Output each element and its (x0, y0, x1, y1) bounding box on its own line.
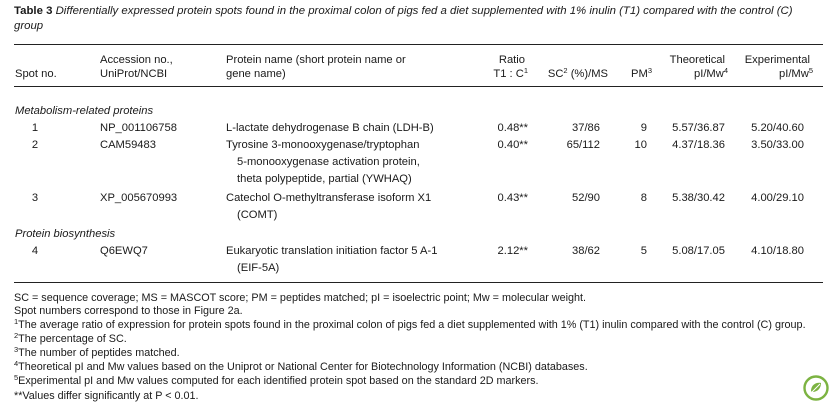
publisher-logo-icon (803, 375, 829, 401)
header-ratio-line1: Ratio (498, 54, 525, 66)
header-sc-ms: $SC^2$ (%)/MS (547, 66, 608, 80)
row2-pm: 10 (634, 139, 647, 151)
row4-accession: Q6EWQ7 (100, 245, 148, 257)
row1-ratio: 0.48** (497, 122, 528, 134)
row4-experimental: 4.10/18.80 (751, 245, 804, 257)
section-biosynthesis: Protein biosynthesis (15, 228, 116, 240)
row4-theoretical: 5.08/17.05 (672, 245, 725, 257)
header-protein-line2: gene name) (226, 68, 286, 80)
row3-spot: 3 (31, 192, 39, 204)
footnote-5: $^5$Experimental pI and Mw values computed for each identified protein spot based on the standard 2D markers. (14, 373, 539, 387)
row4-protein-line2: (EIF-5A) (237, 262, 280, 274)
row3-accession: XP_005670993 (100, 192, 178, 204)
row3-sc: 52/90 (572, 192, 600, 204)
table-label: Table 3 (14, 5, 53, 17)
row1-accession: NP_001106758 (100, 122, 177, 134)
row2-protein-line1: Tyrosine 3-monooxygenase/tryptophan (226, 139, 420, 151)
row3-experimental: 4.00/29.10 (751, 192, 804, 204)
row4-protein-line1: Eukaryotic translation initiation factor 5 A-1 (226, 245, 438, 257)
row2-theoretical: 4.37/18.36 (672, 139, 725, 151)
row3-protein-line1: Catechol O-methyltransferase isoform X1 (226, 192, 432, 204)
row3-ratio: 0.43** (497, 192, 528, 204)
header-accession-line1: Accession no., (100, 54, 173, 66)
row2-experimental: 3.50/33.00 (751, 139, 804, 151)
row2-accession: CAM59483 (100, 139, 156, 151)
row2-protein-line2: 5-monooxygenase activation protein, (237, 156, 420, 168)
header-ratio-line2: T1 : $C^1$ (493, 66, 528, 80)
row1-protein: L-lactate dehydrogenase B chain (LDH-B) (226, 122, 434, 134)
table-caption (14, 4, 824, 34)
row3-protein-line2: (COMT) (237, 209, 278, 221)
footnote-abbreviations: SC = sequence coverage; MS = MASCOT score; PM = peptides matched; pI = isoelectric point; Mw = molecular weight. (14, 292, 586, 304)
header-pm: $PM^3$ (631, 66, 652, 80)
row2-protein-line3: theta polypeptide, partial (YWHAQ) (237, 173, 412, 185)
row4-sc: 38/62 (572, 245, 600, 257)
top-rule (14, 44, 823, 45)
footnote-4: $^4$Theoretical pI and Mw values based on the Uniprot or National Center for Biotechnology Information (NCBI) databases. (14, 359, 588, 373)
row4-pm: 5 (640, 245, 647, 257)
header-experimental-line1: Experimental (744, 54, 810, 66)
bottom-rule (14, 282, 823, 283)
footnote-3: $^3$The number of peptides matched. (14, 345, 180, 359)
section-metabolism: Metabolism-related proteins (15, 105, 154, 117)
row1-experimental: 5.20/40.60 (751, 122, 804, 134)
row1-spot: 1 (31, 122, 39, 134)
header-rule (14, 86, 823, 87)
row2-spot: 2 (31, 139, 39, 151)
header-accession-line2: UniProt/NCBI (100, 68, 168, 80)
row3-theoretical: 5.38/30.42 (672, 192, 725, 204)
footnote-significance: **Values differ significantly at P < 0.01. (14, 390, 199, 402)
table-title: Differentially expressed protein spots found in the proximal colon of pigs fed a diet supplemented with 1% inulin (T1) compared with the control (C) group (14, 5, 793, 32)
row1-pm: 9 (640, 122, 647, 134)
row2-ratio: 0.40** (497, 139, 528, 151)
row2-sc: 65/112 (566, 139, 600, 151)
row4-spot: 4 (31, 245, 39, 257)
footnote-spot-reference: Spot numbers correspond to those in Figure 2a. (14, 305, 243, 317)
footnote-1: $^1$The average ratio of expression for protein spots found in the proximal colon of pigs fed a diet supplemented with 1% (T1) inulin compared with the control (C) group. (14, 317, 806, 331)
row3-pm: 8 (640, 192, 647, 204)
header-theoretical-line1: Theoretical (669, 54, 725, 66)
header-spot: Spot no. (15, 68, 57, 80)
header-theoretical-line2: pI/Mw$^4$ (693, 66, 728, 80)
header-experimental-line2: pI/Mw$^5$ (778, 66, 813, 80)
header-protein-line1: Protein name (short protein name or (226, 54, 406, 66)
footnote-2: $^2$The percentage of SC. (14, 331, 127, 345)
row1-sc: 37/86 (572, 122, 600, 134)
row1-theoretical: 5.57/36.87 (672, 122, 725, 134)
row4-ratio: 2.12** (497, 245, 528, 257)
